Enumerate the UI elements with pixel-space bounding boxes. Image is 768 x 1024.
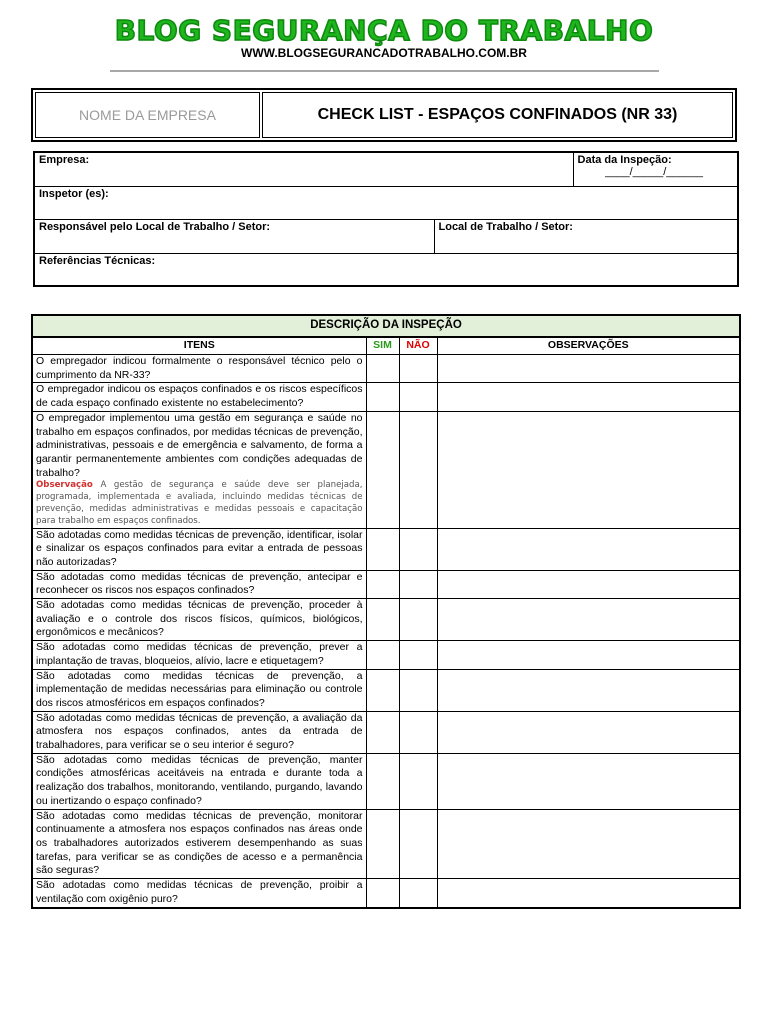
document-header	[31, 88, 737, 142]
item-text: São adotadas como medidas técnicas de prevenção, a implementação de medidas necessárias para eliminação ou controle dos riscos atmosféricos em espaços confinados?	[32, 669, 366, 711]
item-text: São adotadas como medidas técnicas de prevenção, a avaliação da atmosfera nos espaços confinados, antes da entrada de trabalhadores, para verificar se o seu interior é seguro?	[32, 711, 366, 753]
local-field[interactable]	[434, 219, 738, 253]
sim-header: SIM	[366, 337, 399, 355]
item-text: O empregador indicou formalmente o responsável técnico pelo o cumprimento da NR-33?	[32, 355, 366, 383]
observacoes-header: OBSERVAÇÕES	[437, 337, 740, 355]
table-row	[32, 570, 740, 598]
date-blanks: ____/_____/______	[605, 166, 704, 178]
item-text: São adotadas como medidas técnicas de prevenção, monitorar continuamente a atmosfera nos espaços confinados nas áreas onde os trabalhadores autorizados estiverem desempenhando as suas tarefas, para verificar se as condições de acesso e a permanência são seguras?	[32, 809, 366, 879]
sim-checkbox[interactable]	[366, 669, 399, 711]
nao-checkbox[interactable]	[399, 641, 437, 669]
observation-note-label: Observação	[36, 480, 93, 491]
inspetor-field[interactable]	[34, 186, 738, 219]
observation-field[interactable]	[437, 570, 740, 598]
inspection-table	[31, 314, 741, 909]
referencias-label: Referências Técnicas:	[39, 254, 156, 267]
table-row	[32, 669, 740, 711]
item-text: São adotadas como medidas técnicas de prevenção, proibir a ventilação com oxigênio puro?	[32, 879, 366, 908]
nao-checkbox[interactable]	[399, 753, 437, 809]
item-text: O empregador implementou uma gestão em segurança e saúde no trabalho em espaços confinados, por medidas técnicas de prevenção, administrativas, pessoais e de emergência e salvamento, de forma a garantir permanentemente ambientes com condições adequadas de trabalho?	[36, 411, 363, 479]
referencias-field[interactable]	[34, 253, 738, 286]
nao-checkbox[interactable]	[399, 711, 437, 753]
item-text: São adotadas como medidas técnicas de prevenção, antecipar e reconhecer os riscos nos espaços confinados?	[32, 570, 366, 598]
observation-field[interactable]	[437, 711, 740, 753]
table-row	[32, 879, 740, 908]
table-row	[32, 753, 740, 809]
nao-checkbox[interactable]	[399, 809, 437, 879]
table-row	[32, 528, 740, 570]
nao-checkbox[interactable]	[399, 383, 437, 411]
nao-checkbox[interactable]	[399, 411, 437, 528]
nao-header: NÃO	[399, 337, 437, 355]
observation-note	[36, 480, 363, 527]
company-name-placeholder: NOME DA EMPRESA	[35, 92, 260, 138]
sim-checkbox[interactable]	[366, 528, 399, 570]
info-form	[33, 151, 739, 287]
observation-field[interactable]	[437, 879, 740, 908]
sim-checkbox[interactable]	[366, 753, 399, 809]
table-row	[32, 599, 740, 641]
sim-checkbox[interactable]	[366, 355, 399, 383]
sim-checkbox[interactable]	[366, 641, 399, 669]
table-row	[32, 355, 740, 383]
item-text: São adotadas como medidas técnicas de prevenção, identificar, isolar e sinalizar os espaços confinados para evitar a entrada de pessoas não autorizadas?	[32, 528, 366, 570]
item-text: São adotadas como medidas técnicas de prevenção, proceder à avaliação e o controle dos riscos físicos, químicos, biológicos, ergonômicos e mecânicos?	[32, 599, 366, 641]
nao-checkbox[interactable]	[399, 599, 437, 641]
sim-checkbox[interactable]	[366, 879, 399, 908]
observation-field[interactable]	[437, 669, 740, 711]
observation-field[interactable]	[437, 528, 740, 570]
item-text: O empregador indicou os espaços confinados e os riscos específicos de cada espaço confinado existente no estabelecimento?	[32, 383, 366, 411]
data-inspecao-label: Data da Inspeção:	[577, 154, 672, 166]
nao-checkbox[interactable]	[399, 879, 437, 908]
data-inspecao-field[interactable]	[573, 152, 738, 186]
item-text: São adotadas como medidas técnicas de prevenção, manter condições atmosféricas aceitáveis na entrada e durante toda a realização dos trabalhos, monitorando, ventilando, purgando, lavando ou inertizando o espaço confinado?	[32, 753, 366, 809]
observation-field[interactable]	[437, 641, 740, 669]
inspetor-label: Inspetor (es):	[39, 187, 109, 200]
responsavel-field[interactable]	[34, 219, 434, 253]
observation-field[interactable]	[437, 355, 740, 383]
blog-title: BLOG SEGURANÇA DO TRABALHO	[114, 14, 654, 47]
nao-checkbox[interactable]	[399, 570, 437, 598]
inspection-title: DESCRIÇÃO DA INSPEÇÃO	[32, 315, 740, 337]
observation-field[interactable]	[437, 753, 740, 809]
empresa-label: Empresa:	[39, 154, 90, 166]
header-divider	[110, 70, 659, 72]
observation-field[interactable]	[437, 411, 740, 528]
checklist-title: CHECK LIST - ESPAÇOS CONFINADOS (NR 33)	[262, 92, 733, 138]
local-label: Local de Trabalho / Setor:	[438, 220, 573, 233]
nao-checkbox[interactable]	[399, 669, 437, 711]
table-row	[32, 711, 740, 753]
nao-checkbox[interactable]	[399, 355, 437, 383]
sim-checkbox[interactable]	[366, 809, 399, 879]
observation-field[interactable]	[437, 599, 740, 641]
item-text: São adotadas como medidas técnicas de prevenção, prever a implantação de travas, bloqueios, alívio, lacre e etiquetagem?	[32, 641, 366, 669]
sim-checkbox[interactable]	[366, 570, 399, 598]
sim-checkbox[interactable]	[366, 383, 399, 411]
sim-checkbox[interactable]	[366, 599, 399, 641]
table-row	[32, 641, 740, 669]
table-row	[32, 411, 740, 528]
table-row	[32, 383, 740, 411]
empresa-field[interactable]	[34, 152, 573, 186]
responsavel-label: Responsável pelo Local de Trabalho / Setor:	[39, 220, 271, 233]
sim-checkbox[interactable]	[366, 711, 399, 753]
observation-note-text: A gestão de segurança e saúde deve ser planejada, programada, implementada e avaliada, incluindo medidas técnicas de prevenção, medidas administrativas e medidas pessoais e capacitação para trabalho em espaços confinados.	[36, 480, 363, 526]
sim-checkbox[interactable]	[366, 411, 399, 528]
observation-field[interactable]	[437, 383, 740, 411]
table-row	[32, 809, 740, 879]
blog-url[interactable]: WWW.BLOGSEGURANCADOTRABALHO.COM.BR	[241, 46, 527, 60]
observation-field[interactable]	[437, 809, 740, 879]
itens-header: ITENS	[32, 337, 366, 355]
nao-checkbox[interactable]	[399, 528, 437, 570]
item-cell	[32, 411, 366, 528]
